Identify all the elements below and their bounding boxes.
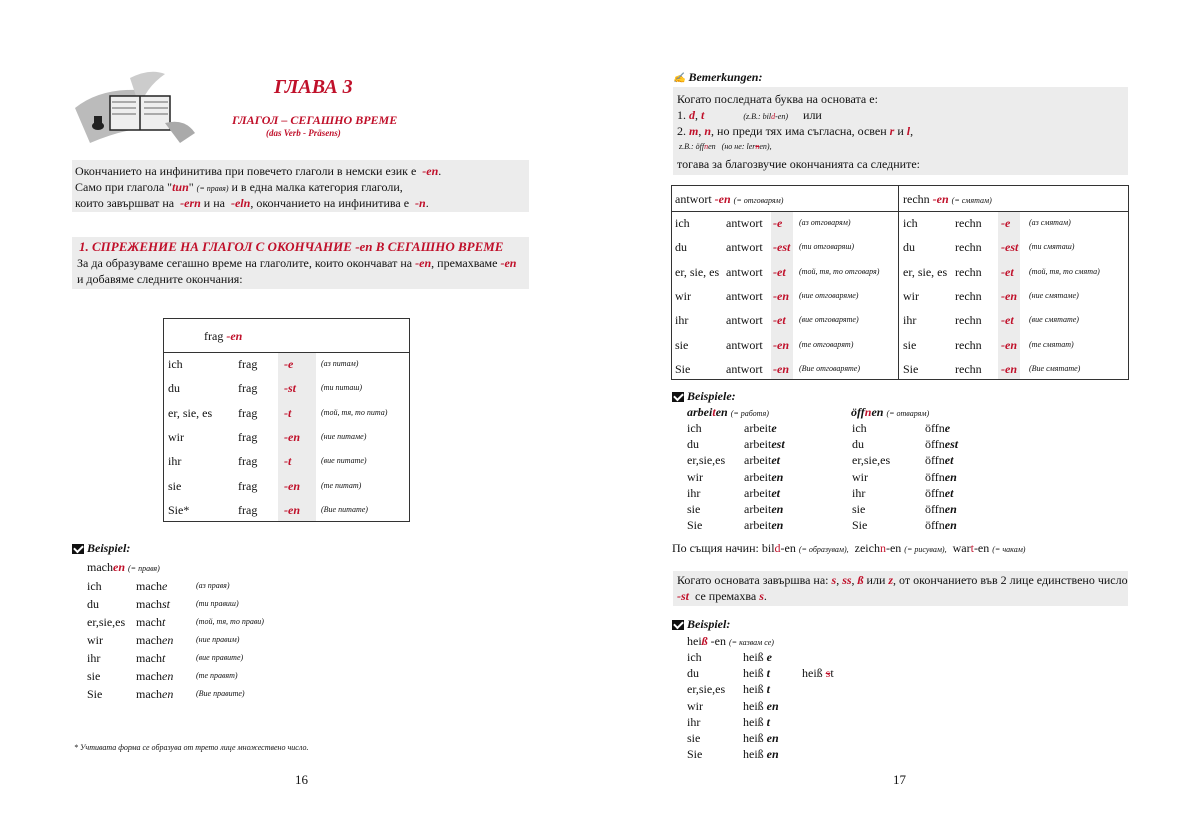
- pronoun: er, sie, es: [168, 405, 213, 420]
- verb-ending: est: [771, 437, 785, 452]
- translation: (ние питаме): [321, 431, 367, 441]
- verb-ending: t: [766, 714, 771, 729]
- verb-stem: antwort: [726, 216, 763, 230]
- verb-stem: heiß: [743, 731, 764, 745]
- verb-ending: -et: [773, 313, 786, 328]
- antwort-rechn-table: [671, 185, 1129, 380]
- pronoun: sie: [675, 337, 689, 352]
- verb-ending: -en: [284, 429, 300, 444]
- verb-ending: et: [944, 485, 954, 500]
- pronoun: Sie*: [168, 502, 190, 517]
- oeffnen-form: [925, 486, 953, 501]
- pronoun: wir: [903, 288, 919, 303]
- verb-ending: -et: [1001, 313, 1014, 328]
- verb-ending: -t: [284, 454, 292, 469]
- verb-stem: rechn: [955, 361, 982, 376]
- verb-ending: en: [766, 731, 779, 745]
- checkbox-icon: [72, 544, 84, 554]
- verb-stem: frag: [238, 478, 258, 493]
- translation: (те отговарят): [799, 339, 854, 349]
- verb-stem: frag: [238, 357, 258, 371]
- arbeiten-form: [744, 470, 783, 485]
- translation: (те правят): [196, 671, 238, 680]
- verb-ending: en: [162, 633, 174, 647]
- pronoun: du: [852, 437, 864, 452]
- verb-ending: et: [944, 453, 954, 468]
- pronoun: ich: [87, 579, 102, 593]
- verb-ending: -en: [773, 361, 789, 376]
- translation: (Вие правите): [196, 689, 245, 698]
- verb-stem: rechn: [955, 264, 982, 279]
- pronoun: Sie: [903, 361, 919, 376]
- verb-form: [136, 597, 170, 612]
- verb-ending: -en: [773, 288, 789, 303]
- heissen-form: [743, 666, 770, 681]
- same-way-line: По същия начин: bild-en (= образувам), zeichn-en (= рисувам), wart-en (= чакам): [672, 541, 1026, 555]
- intro-line-2: Само при глагола "tun" (= правя) и в една малка категория глаголи,: [75, 180, 403, 194]
- verb-ending: t: [766, 682, 771, 697]
- pronoun: wir: [87, 633, 103, 647]
- section1-line-1: За да образуваме сегашно време на глаголите, които окончават на -en, премахваме -en: [77, 256, 517, 270]
- s-note-line-2: -st се премахва s.: [677, 589, 767, 603]
- pronoun: ich: [675, 216, 690, 230]
- arbeiten-head: arbeiten (= работя): [687, 405, 769, 419]
- pronoun: ich: [687, 421, 702, 435]
- checkbox-icon: [672, 620, 684, 630]
- pronoun: ich: [903, 216, 918, 230]
- verb-stem: öffn: [925, 437, 945, 452]
- verb-ending: en: [766, 698, 779, 713]
- translation: (ти питаш): [321, 383, 363, 393]
- verb-stem: öffn: [925, 453, 945, 468]
- frag-table-header: frag -en: [204, 329, 243, 343]
- translation: (аз питам): [321, 359, 359, 368]
- oeffnen-form: [925, 437, 958, 452]
- verb-stem: antwort: [726, 313, 763, 328]
- verb-stem: rechn: [955, 313, 982, 328]
- verb-ending: st: [162, 597, 171, 611]
- verb-stem: öffn: [925, 518, 945, 533]
- verb-stem: arbeit: [744, 485, 772, 500]
- translation: (вие питате): [321, 456, 367, 466]
- beispiel-head: machen (= правя): [87, 560, 160, 574]
- pronoun: ich: [687, 650, 702, 664]
- verb-stem: mach: [136, 651, 162, 665]
- translation: (той, тя, то отговаря): [799, 266, 880, 276]
- beispiel2-label: Beispiel:: [672, 617, 730, 632]
- pronoun: wir: [687, 698, 703, 713]
- oeffnen-form: [925, 421, 950, 436]
- verb-form: [136, 669, 173, 684]
- verb-ending: -e: [284, 357, 294, 371]
- verb-ending: en: [766, 747, 779, 762]
- heissen-form: [743, 650, 772, 665]
- pronoun: sie: [903, 337, 917, 352]
- verb-ending: e: [766, 650, 772, 664]
- pronoun: er,sie,es: [852, 453, 891, 468]
- verb-form: [136, 579, 167, 594]
- heissen-form: [743, 747, 779, 762]
- verb-ending: en: [162, 687, 174, 701]
- verb-ending: -est: [773, 240, 791, 255]
- intro-line-3: които завършват на -ern и на -eln, окончанието на инфинитива е -n.: [75, 196, 429, 210]
- verb-ending: est: [944, 437, 959, 452]
- heissen-head: heiß -en (= казвам се): [687, 634, 774, 648]
- section1-title: 1. СПРЕЖЕНИЕ НА ГЛАГОЛ С ОКОНЧАНИЕ -en В СЕГАШНО ВРЕМЕ: [79, 239, 504, 254]
- translation: (вие отговаряте): [799, 315, 859, 325]
- rem-line-2: 1. d, t (z.B.: bild-en) или: [677, 108, 822, 122]
- pronoun: er,sie,es: [687, 453, 726, 468]
- verb-ending: t: [162, 651, 166, 665]
- verb-stem: arbeit: [744, 437, 772, 452]
- right-page: [600, 0, 1200, 829]
- verb-ending: -en: [1001, 361, 1017, 376]
- arbeiten-form: [744, 518, 783, 533]
- verb-ending: -en: [284, 502, 300, 517]
- pronoun: ihr: [675, 313, 689, 328]
- oeffnen-form: [925, 453, 953, 468]
- verb-stem: frag: [238, 405, 258, 420]
- verb-ending: e: [944, 421, 951, 435]
- verb-ending: -t: [284, 405, 292, 420]
- pronoun: wir: [675, 288, 691, 303]
- pen-icon: ✍: [673, 73, 686, 84]
- verb-ending: en: [162, 669, 174, 683]
- verb-stem: heiß: [743, 666, 764, 681]
- chapter-title: ГЛАВА 3: [274, 76, 353, 98]
- pronoun: du: [687, 666, 699, 681]
- verb-stem: heiß: [743, 698, 764, 713]
- pronoun: ich: [168, 357, 183, 371]
- pronoun: sie: [852, 502, 866, 516]
- translation: (вие смятате): [1029, 315, 1079, 325]
- pronoun: du: [168, 381, 180, 396]
- verb-ending: -et: [773, 264, 786, 279]
- verb-stem: mach: [136, 687, 162, 701]
- pronoun: ihr: [852, 485, 866, 500]
- oeffnen-head: öffnen (= отварям): [851, 405, 930, 419]
- frag-conjugation-table: [163, 318, 410, 522]
- pronoun: du: [903, 240, 915, 255]
- pronoun: du: [675, 240, 687, 255]
- verb-stem: arbeit: [744, 421, 772, 435]
- verb-stem: antwort: [726, 264, 763, 279]
- pronoun: ihr: [687, 485, 701, 500]
- verb-stem: arbeit: [744, 518, 772, 533]
- verb-form: [136, 615, 165, 630]
- rechn-header: rechn -en (= смятам): [903, 192, 992, 206]
- verb-ending: e: [162, 579, 168, 593]
- pronoun: wir: [852, 469, 868, 484]
- verb-stem: öffn: [925, 502, 945, 516]
- verb-form: [136, 633, 173, 648]
- pronoun: ihr: [87, 651, 101, 665]
- verb-stem: öffn: [925, 485, 945, 500]
- oeffnen-form: [925, 470, 957, 485]
- translation: (ти отговаряш): [799, 242, 855, 252]
- translation: (те питат): [321, 480, 362, 490]
- translation: (той, тя, то смята): [1029, 266, 1100, 276]
- verb-stem: rechn: [955, 337, 982, 352]
- pronoun: ihr: [687, 714, 701, 729]
- arbeiten-form: [744, 453, 780, 468]
- verb-form: [136, 687, 173, 702]
- verb-stem: rechn: [955, 240, 982, 255]
- verb-stem: öffn: [925, 469, 945, 484]
- translation: (ти смяташ): [1029, 242, 1075, 252]
- verb-stem: rechn: [955, 288, 982, 303]
- verb-ending: et: [771, 485, 780, 500]
- intro-line-1: Окончанието на инфинитива при повечето глаголи в немски език е -en.: [75, 164, 442, 178]
- verb-stem: öffn: [925, 421, 945, 435]
- page-number-right: 17: [893, 772, 906, 787]
- verb-ending: -et: [1001, 264, 1014, 279]
- verb-ending: -e: [773, 216, 783, 230]
- verb-stem: antwort: [726, 288, 763, 303]
- verb-ending: e: [771, 421, 777, 435]
- translation: (вие правите): [196, 653, 244, 662]
- pronoun: du: [687, 437, 699, 452]
- pronoun: er,sie,es: [87, 615, 126, 629]
- verb-ending: t: [766, 666, 771, 681]
- pronoun: sie: [168, 478, 182, 493]
- arbeiten-form: [744, 437, 785, 452]
- heissen-form: [743, 682, 770, 697]
- pronoun: ich: [852, 421, 867, 435]
- verb-ending: t: [162, 615, 166, 629]
- pronoun: Sie: [687, 747, 703, 762]
- verb-stem: antwort: [726, 337, 763, 352]
- translation: (аз отговарям): [799, 218, 851, 227]
- arbeiten-form: [744, 486, 780, 501]
- oeffnen-form: [925, 502, 957, 517]
- verb-stem: frag: [238, 502, 258, 517]
- pronoun: er,sie,es: [687, 682, 726, 697]
- translation: (те смятат): [1029, 339, 1074, 349]
- pronoun: sie: [687, 502, 701, 516]
- pronoun: sie: [87, 669, 101, 683]
- verb-stem: heiß: [743, 682, 764, 697]
- verb-stem: arbeit: [744, 502, 772, 516]
- verb-ending: -en: [773, 337, 789, 352]
- verb-ending: en: [944, 518, 957, 533]
- footnote: * Учтивата форма се образува от трето лице множествено число.: [74, 743, 309, 752]
- verb-ending: -en: [284, 478, 300, 493]
- verb-ending: -e: [1001, 216, 1011, 230]
- translation: (аз смятам): [1029, 218, 1071, 227]
- verb-stem: mach: [136, 597, 162, 611]
- verb-form: [136, 651, 165, 666]
- verb-stem: arbeit: [744, 469, 772, 484]
- translation: (Вие питате): [321, 504, 368, 514]
- pronoun: sie: [687, 731, 701, 745]
- verb-stem: frag: [238, 429, 258, 444]
- verb-stem: arbeit: [744, 453, 772, 468]
- translation: (Вие смятате): [1029, 363, 1081, 373]
- s-note-line-1: Когато основата завършва на: s, ss, ß или z, от окончанието във 2 лице единствено число: [677, 573, 1128, 587]
- verb-ending: en: [771, 502, 784, 516]
- translation: (ние правим): [196, 635, 240, 644]
- rem-line-4: z.B.: öffnen (но не: lernen),: [679, 142, 772, 151]
- oeffnen-form: [925, 518, 957, 533]
- verb-stem: antwort: [726, 240, 763, 255]
- pronoun: ihr: [903, 313, 917, 328]
- rem-line-1: Когато последната буква на основата е:: [677, 92, 878, 106]
- pronoun: wir: [168, 429, 184, 444]
- pronoun: ihr: [168, 454, 182, 469]
- verb-stem: mach: [136, 615, 162, 629]
- verb-ending: -en: [1001, 288, 1017, 303]
- translation: (Вие отговаряте): [799, 363, 861, 373]
- book-illustration-icon: [70, 68, 200, 148]
- pronoun: Sie: [852, 518, 868, 533]
- verb-ending: et: [771, 453, 780, 468]
- verb-stem: heiß: [743, 747, 764, 762]
- verb-stem: frag: [238, 381, 258, 396]
- translation: (той, тя, то пита): [321, 407, 388, 417]
- translation: (той, тя, то прави): [196, 617, 264, 626]
- rem-line-5: тогава за благозвучие окончанията са следните:: [677, 157, 920, 171]
- pronoun: er, sie, es: [675, 264, 720, 279]
- verb-ending: en: [944, 469, 957, 484]
- verb-stem: mach: [136, 633, 162, 647]
- heissen-form: [743, 699, 779, 714]
- translation: (ние смятаме): [1029, 290, 1079, 300]
- verb-stem: frag: [238, 454, 258, 469]
- verb-stem: heiß: [743, 714, 764, 729]
- verb-ending: -en: [1001, 337, 1017, 352]
- verb-ending: en: [944, 502, 957, 516]
- pronoun: du: [87, 597, 99, 611]
- verb-ending: -est: [1001, 240, 1019, 255]
- translation: (ние отговаряме): [799, 290, 859, 300]
- crossed-form: heiß st: [802, 666, 834, 680]
- verb-ending: en: [771, 469, 784, 484]
- rem-line-3: 2. m, n, но преди тях има съгласна, освен r и l,: [677, 124, 914, 138]
- page-number-left: 16: [295, 772, 308, 787]
- bemerkungen-label: ✍ Bemerkungen:: [673, 70, 763, 84]
- arbeiten-form: [744, 502, 783, 517]
- beispiele-label: Beispiele:: [672, 389, 736, 404]
- heissen-form: [743, 731, 779, 746]
- verb-stem: mach: [136, 669, 162, 683]
- translation: (ти правиш): [196, 599, 239, 608]
- verb-stem: rechn: [955, 216, 982, 230]
- pronoun: wir: [687, 469, 703, 484]
- chapter-subtitle-german: (das Verb - Präsens): [266, 128, 341, 138]
- verb-stem: heiß: [743, 650, 764, 664]
- pronoun: Sie: [687, 518, 703, 533]
- chapter-subtitle: ГЛАГОЛ – СЕГАШНО ВРЕМЕ: [232, 113, 398, 127]
- heissen-form: [743, 715, 770, 730]
- verb-stem: antwort: [726, 361, 763, 376]
- antwort-header: antwort -en (= отговарям): [675, 192, 784, 206]
- pronoun: er, sie, es: [903, 264, 948, 279]
- arbeiten-form: [744, 421, 777, 436]
- checkbox-icon: [672, 392, 684, 402]
- verb-ending: -st: [284, 381, 296, 396]
- beispiel-label: Beispiel:: [72, 541, 130, 556]
- verb-stem: mach: [136, 579, 162, 593]
- pronoun: Sie: [675, 361, 691, 376]
- translation: (аз правя): [196, 581, 230, 590]
- pronoun: Sie: [87, 687, 103, 701]
- verb-ending: en: [771, 518, 784, 533]
- section1-line-2: и добавяме следните окончания:: [77, 272, 243, 286]
